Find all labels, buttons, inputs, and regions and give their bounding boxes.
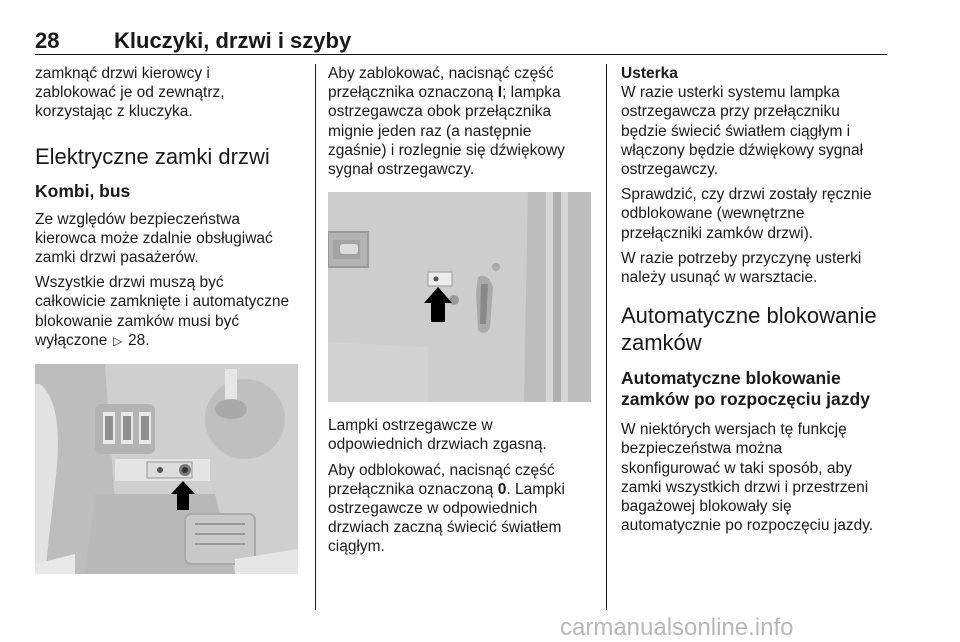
paragraph-text: Aby zablokować, nacisnąć część przełącznika oznaczoną [328, 65, 554, 102]
column-divider [606, 64, 607, 610]
paragraph [328, 461, 596, 557]
page-number: 28 [35, 28, 60, 53]
door-switch-illustration [328, 192, 591, 402]
paragraph: zamknąć drzwi kierowcy i zablokować je od zewnątrz, korzystając z kluczyka. [35, 65, 225, 121]
paragraph: Lampki ostrzegawcze w odpowiednich drzwiach zgasną. [328, 417, 547, 454]
switch-mark-unlock: 0 [497, 480, 507, 498]
subsection-heading: Automatyczne blokowanie zamków po rozpoczęciu jazdy [621, 368, 870, 410]
paragraph: Ze względów bezpieczeństwa kierowca może zdalnie obsługiwać zamki drzwi pasażerów. [35, 210, 273, 267]
column-divider [315, 64, 316, 610]
paragraph: W razie potrzeby przyczynę usterki należy usunąć w warsztacie. [621, 249, 862, 287]
page-reference-arrow-icon: ▷ [113, 333, 123, 348]
switch-mark-lock: I [497, 84, 503, 102]
paragraph-text: . Lampki ostrzegawcze w odpowiednich drzwiach zaczną świecić światłem ciągłym. [328, 480, 565, 556]
dashboard-switch-illustration [35, 364, 298, 574]
section-heading: Elektryczne zamki drzwi [35, 143, 270, 169]
paragraph-text: ; lampka ostrzegawcza obok przełącznika mignie jeden raz (a następnie zgaśnie) i rozlegnie się dźwiękowy sygnał ostrzegawczy. [328, 84, 565, 179]
page-reference-link[interactable]: 28. [128, 331, 150, 349]
paragraph: W niektórych wersjach tę funkcję bezpieczeństwa można skonfigurować w taki sposób, aby zamki wszystkich drzwi i przestrzeni bagażowej blokowały się automatycznie po rozpoczęciu jazdy. [621, 421, 874, 535]
fault-heading: Usterka [621, 65, 678, 82]
paragraph [328, 64, 596, 179]
section-heading: Automatyczne blokowanie zamków [621, 303, 877, 356]
paragraph: Sprawdzić, czy drzwi zostały ręcznie odblokowane (wewnętrzne przełączniki zamków drzwi). [621, 186, 872, 242]
column-3 [621, 64, 889, 535]
column-1 [35, 64, 303, 574]
watermark: carmanualsonline.info [560, 614, 794, 641]
column-2 [328, 64, 596, 557]
paragraph [35, 273, 303, 351]
subsection-heading: Kombi, bus [35, 180, 131, 201]
page-header-title: Kluczyki, drzwi i szyby [114, 28, 352, 53]
paragraph-text: Aby odblokować, nacisnąć część przełącznika oznaczoną [328, 461, 555, 498]
paragraph-text: Wszystkie drzwi muszą być całkowicie zamknięte i automatyczne blokowanie zamków musi być wyłączone [35, 274, 290, 349]
paragraph: W razie usterki systemu lampka ostrzegawcza przy przełączniku będzie świecić światłem ciągłym i włączony będzie dźwiękowy sygnał ostrzegawczy. [621, 84, 864, 179]
header-rule [35, 54, 887, 55]
